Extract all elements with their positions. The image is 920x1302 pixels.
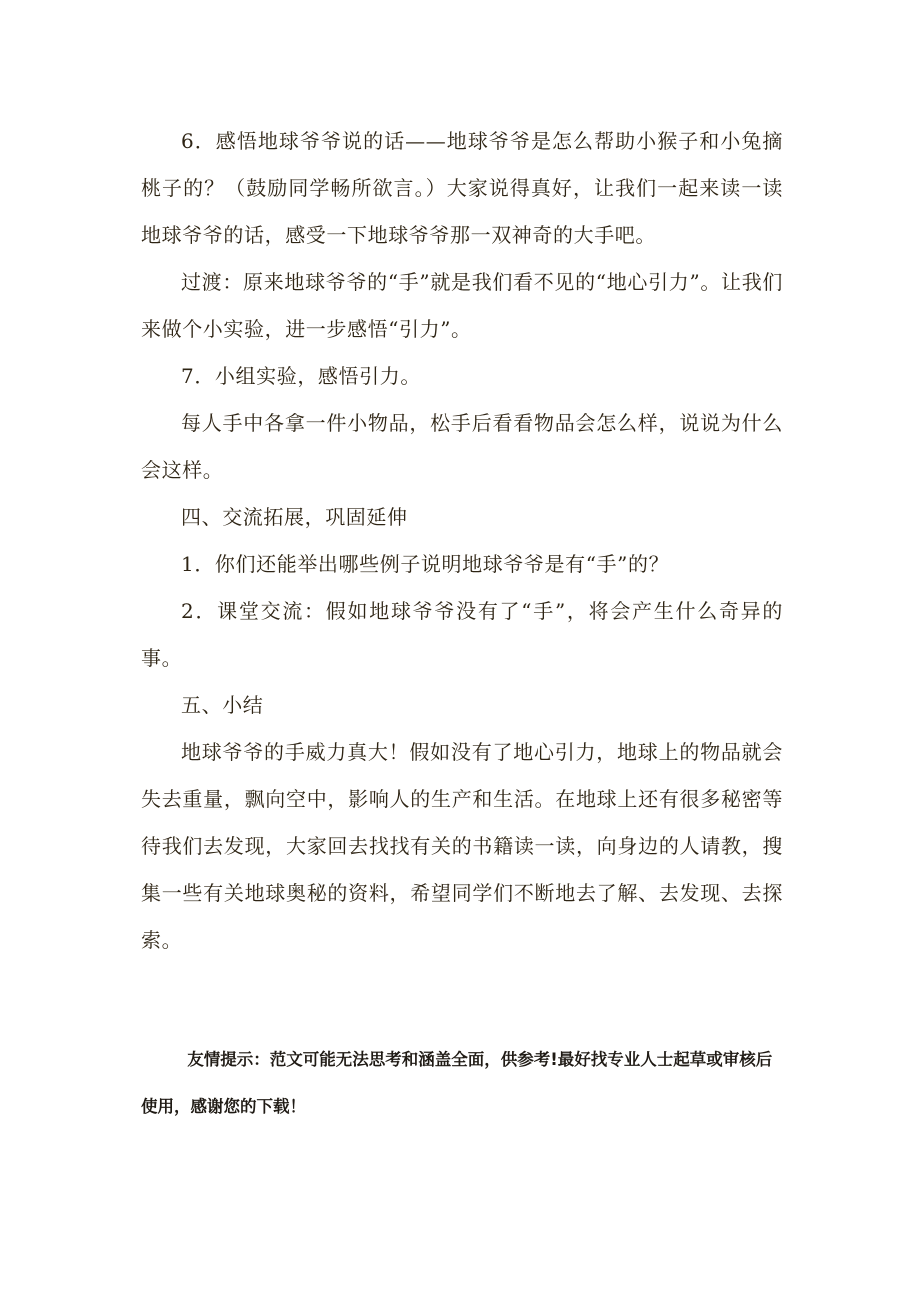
paragraph-item-1: 1．你们还能举出哪些例子说明地球爷爷是有“手”的？ bbox=[181, 552, 670, 576]
paragraph-step-6: 6．感悟地球爷爷说的话——地球爷爷是怎么帮助小猴子和小兔摘桃子的？（鼓励同学畅所欲言。）大家说得真好，让我们一起来读一读地球爷爷的话，感受一下地球爷爷那一双神奇的大手吧。 bbox=[141, 129, 783, 247]
paragraph-step-7: 7．小组实验，感悟引力。 bbox=[181, 364, 421, 388]
document-body bbox=[141, 118, 783, 964]
section-heading-5: 五、小结 bbox=[181, 693, 264, 717]
paragraph-item-2: 2．课堂交流：假如地球爷爷没有了“手”，将会产生什么奇异的事。 bbox=[141, 599, 783, 670]
section-heading-4: 四、交流拓展，巩固延伸 bbox=[181, 505, 408, 529]
paragraph-summary: 地球爷爷的手威力真大！假如没有了地心引力，地球上的物品就会失去重量，飘向空中，影响人的生产和生活。在地球上还有很多秘密等待我们去发现，大家回去找找有关的书籍读一读，向身边的人请教，搜集一些有关地球奥秘的资料，希望同学们不断地去了解、去发现、去探索。 bbox=[141, 740, 783, 952]
paragraph-experiment: 每人手中各拿一件小物品，松手后看看物品会怎么样，说说为什么会这样。 bbox=[141, 411, 783, 482]
paragraph-transition: 过渡：原来地球爷爷的“手”就是我们看不见的“地心引力”。让我们来做个小实验，进一步感悟“引力”。 bbox=[141, 270, 783, 341]
footer-note: 友情提示：范文可能无法思考和涵盖全面，供参考!最好找专业人士起草或审核后使用，感谢您的下载！ bbox=[141, 1050, 773, 1116]
